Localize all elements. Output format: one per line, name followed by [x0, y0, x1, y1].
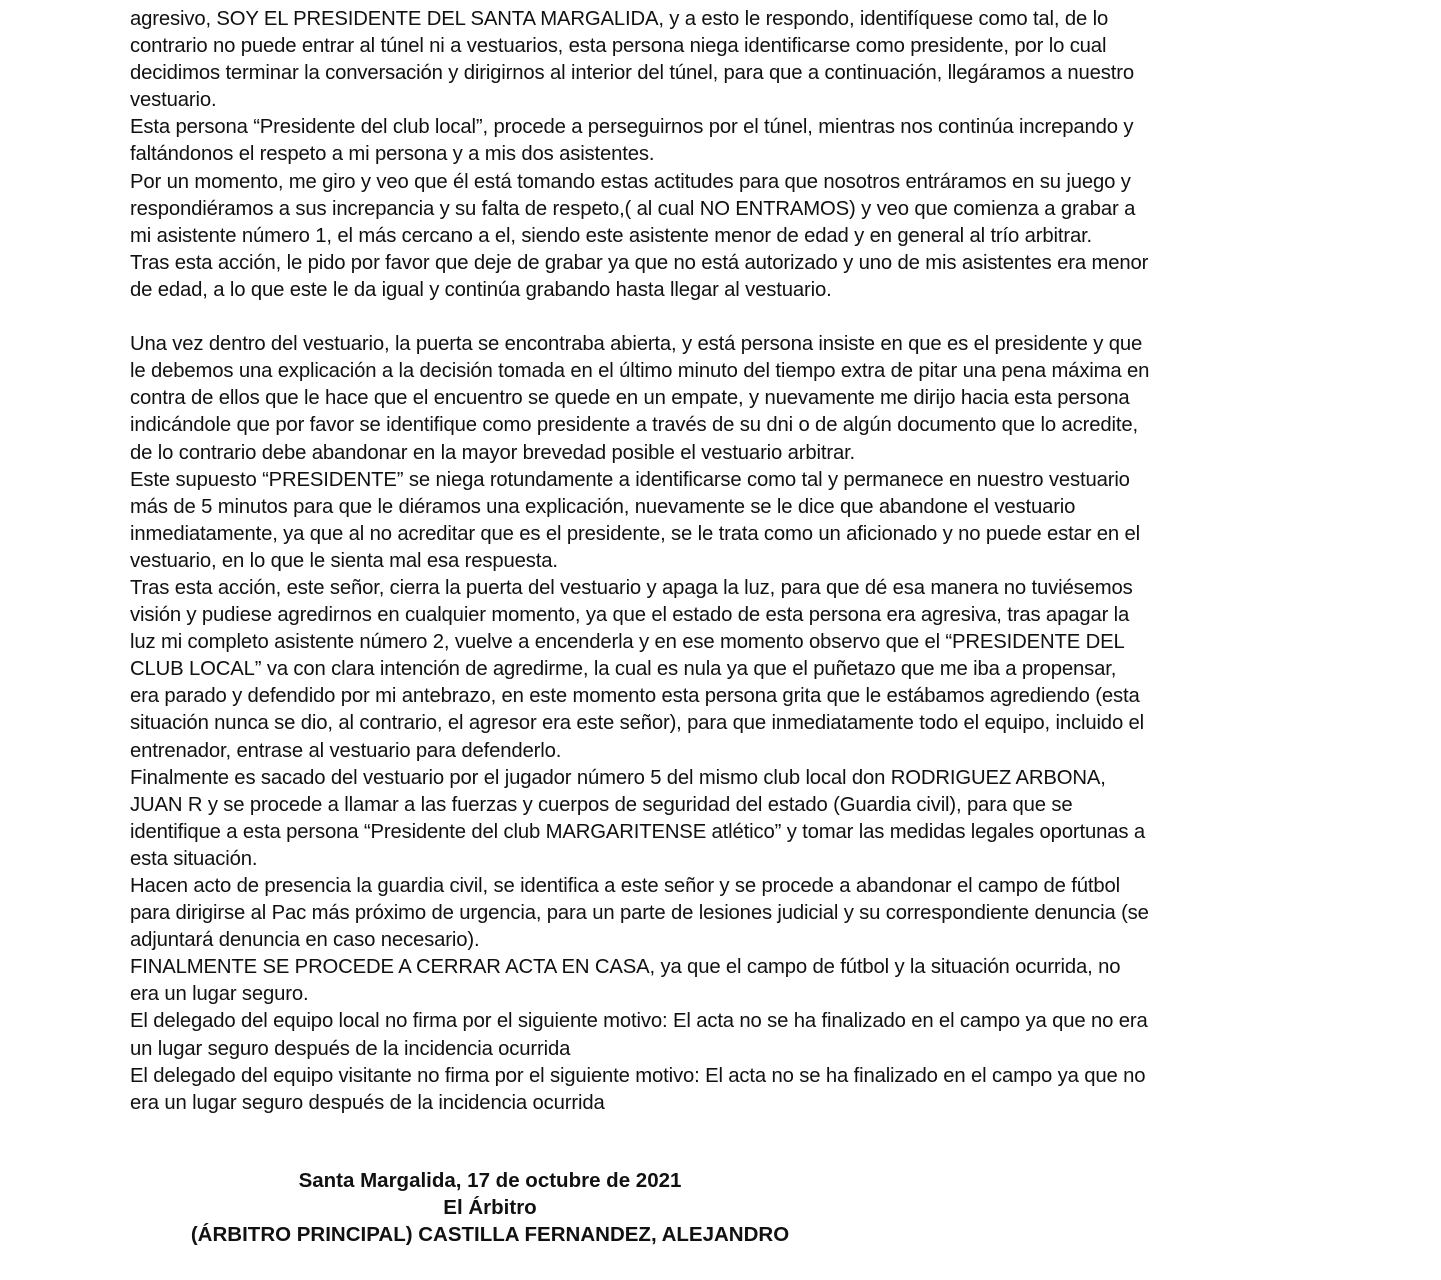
- text-line: adjuntará denuncia en caso necesario).: [130, 929, 480, 952]
- text-line: contrario no puede entrar al túnel ni a vestuarios, esta persona niega identificarse como presidente, por lo cual: [130, 35, 1107, 58]
- text-line: El delegado del equipo local no firma por el siguiente motivo: El acta no se ha finalizado en el campo ya que no era: [130, 1010, 1148, 1033]
- signature-place-date: Santa Margalida, 17 de octubre de 2021: [298, 1169, 682, 1192]
- text-line: El delegado del equipo visitante no firma por el siguiente motivo: El acta no se ha finalizado en el campo ya que no: [130, 1064, 1146, 1087]
- text-line: un lugar seguro después de la incidencia ocurrida: [130, 1037, 571, 1060]
- text-line: vestuario.: [130, 89, 217, 112]
- text-line: decidimos terminar la conversación y dirigirnos al interior del túnel, para que a continuación, llegáramos a nuestro: [130, 62, 1134, 85]
- text-line: contra de ellos que le hace que el encuentro se quede en un empate, y nuevamente me dirijo hacia esta persona: [130, 387, 1130, 410]
- paragraph: [130, 1063, 1330, 1117]
- text-line: entrenador, entrase al vestuario para defenderlo.: [130, 739, 562, 762]
- text-line: le debemos una explicación a la decisión tomada en el último minuto del tiempo extra de pitar una pena máxima en: [130, 360, 1150, 383]
- text-line: más de 5 minutos para que le diéramos una explicación, nuevamente se le dice que abandone el vestuario: [130, 495, 1076, 518]
- text-line: Una vez dentro del vestuario, la puerta se encontraba abierta, y está persona insiste en que es el presidente y que: [130, 333, 1143, 356]
- signature-name: (ÁRBITRO PRINCIPAL) CASTILLA FERNANDEZ, ALEJANDRO: [190, 1223, 790, 1246]
- paragraph: [130, 331, 1330, 466]
- text-line: Tras esta acción, este señor, cierra la puerta del vestuario y apaga la luz, para que dé esa manera no tuviésemos: [130, 576, 1133, 599]
- text-line: Este supuesto “PRESIDENTE” se niega rotundamente a identificarse como tal y permanece en nuestro vestuario: [130, 468, 1130, 491]
- text-line: Hacen acto de presencia la guardia civil, se identifica a este señor y se procede a abandonar el campo de fútbol: [130, 875, 1120, 897]
- text-line: situación nunca se dio, al contrario, el agresor era este señor), para que inmediatamente todo el equipo, incluido el: [130, 712, 1145, 735]
- text-line: mi asistente número 1, el más cercano a el, siendo este asistente menor de edad y en general al trío arbitrar.: [130, 224, 1093, 247]
- text-line: faltándonos el respeto a mi persona y a mis dos asistentes.: [130, 143, 655, 166]
- paragraph: [130, 954, 1330, 1008]
- signature-role: El Árbitro: [443, 1196, 537, 1219]
- text-line: esta situación.: [130, 847, 258, 870]
- text-line: FINALMENTE SE PROCEDE A CERRAR ACTA EN CASA, ya que el campo de fútbol y la situación ocurrida, no: [130, 956, 1121, 979]
- text-line: respondiéramos a sus increpancia y su falta de respeto,( al cual NO ENTRAMOS) y veo que comienza a grabar a: [130, 197, 1136, 220]
- paragraph: [130, 1008, 1330, 1062]
- paragraph: [130, 873, 1330, 954]
- paragraph-spacer: [130, 304, 1330, 331]
- text-line: agresivo, SOY EL PRESIDENTE DEL SANTA MARGALIDA, y a esto le respondo, identifíquese como tal, de lo: [130, 8, 1109, 30]
- text-line: identifique a esta persona “Presidente del club MARGARITENSE atlético” y tomar las medidas legales oportunas a: [130, 820, 1145, 843]
- paragraph: [130, 575, 1330, 765]
- text-line: inmediatamente, ya que al no acreditar que es el presidente, se le trata como un aficionado y no puede estar en el: [130, 522, 1141, 545]
- text-line: vestuario, en lo que le sienta mal esa respuesta.: [130, 549, 558, 572]
- paragraph: [130, 169, 1330, 250]
- text-line: Por un momento, me giro y veo que él está tomando estas actitudes para que nosotros entráramos en su juego y: [130, 170, 1131, 193]
- paragraph: [130, 250, 1330, 304]
- text-line: era parado y defendido por mi antebrazo, en este momento esta persona grita que le estábamos agrediendo (esta: [130, 685, 1140, 708]
- text-line: indicándole que por favor se identifique como presidente a través de su dni o de algún documento que lo acredite,: [130, 414, 1138, 437]
- paragraph: [130, 467, 1330, 575]
- text-line: JUAN R y se procede a llamar a las fuerzas y cuerpos de seguridad del estado (Guardia civil), para que se: [130, 793, 1073, 816]
- text-line: luz mi completo asistente número 2, vuelve a encenderla y en ese momento observo que el “PRESIDENTE DEL: [130, 631, 1125, 654]
- text-line: era un lugar seguro.: [130, 983, 309, 1006]
- text-line: de edad, a lo que este le da igual y continúa grabando hasta llegar al vestuario.: [130, 278, 832, 301]
- text-line: Finalmente es sacado del vestuario por el jugador número 5 del mismo club local don RODRIGUEZ ARBONA,: [130, 766, 1106, 789]
- text-line: CLUB LOCAL” va con clara intención de agredirme, la cual es nula ya que el puñetazo que me iba a propensar,: [130, 658, 1117, 681]
- paragraph: [130, 765, 1330, 873]
- text-line: para dirigirse al Pac más próximo de urgencia, para un parte de lesiones judicial y su correspondiente denuncia (se: [130, 902, 1149, 925]
- text-line: de lo contrario debe abandonar en la mayor brevedad posible el vestuario arbitrar.: [130, 441, 856, 464]
- paragraph: [130, 114, 1330, 168]
- text-line: visión y pudiese agredirnos en cualquier momento, ya que el estado de esta persona era agresiva, tras apagar la: [130, 604, 1130, 627]
- document-body: [130, 6, 1330, 1117]
- text-line: Esta persona “Presidente del club local”, procede a perseguirnos por el túnel, mientras nos continúa increpando y: [130, 116, 1134, 139]
- text-line: Tras esta acción, le pido por favor que deje de grabar ya que no está autorizado y uno de mis asistentes era menor: [130, 251, 1149, 274]
- text-line: era un lugar seguro después de la incidencia ocurrida: [130, 1091, 605, 1114]
- paragraph: [130, 6, 1330, 114]
- signature-block: [130, 1167, 850, 1248]
